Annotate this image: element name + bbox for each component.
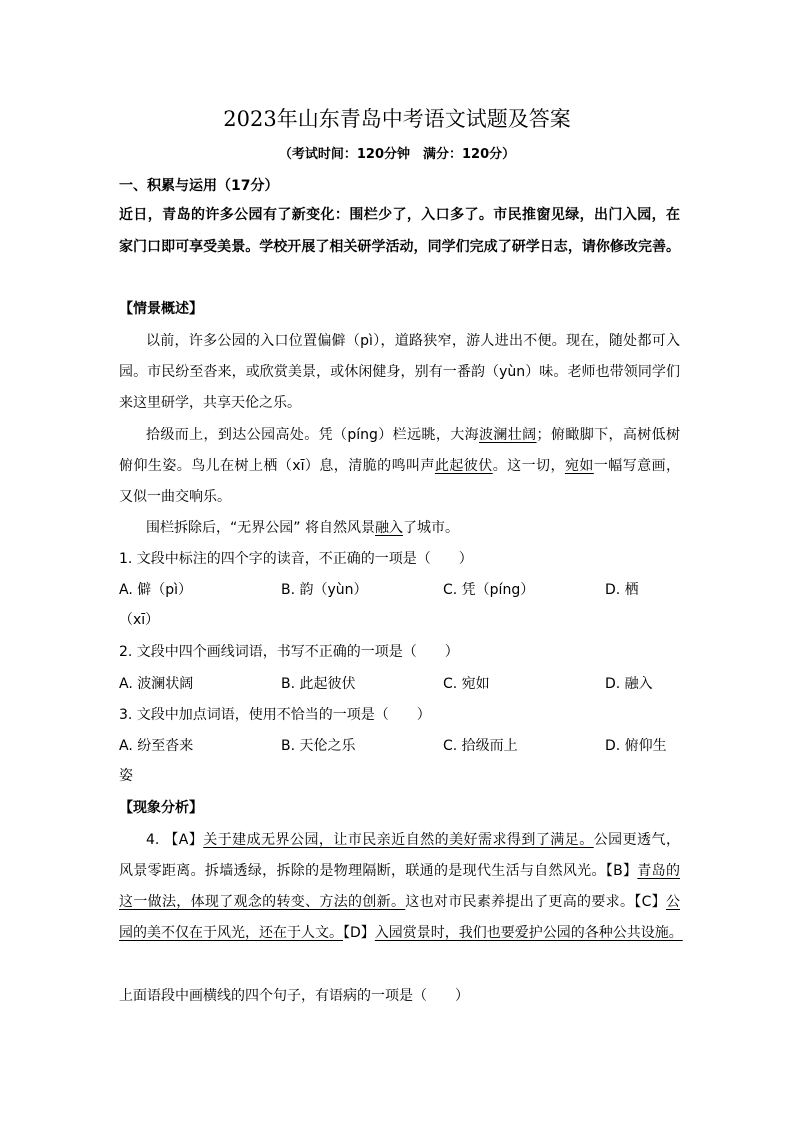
question-3: 3. 文段中加点词语，使用不恰当的一项是（ ） bbox=[119, 707, 431, 723]
option-b: B. 此起彼伏 bbox=[281, 676, 356, 692]
option-d: D. 栖 bbox=[605, 582, 639, 598]
underlined-word: 此起彼伏 bbox=[434, 458, 493, 474]
underlined-sentence: 青岛的 bbox=[637, 863, 680, 879]
question-2: 2. 文段中四个画线词语，书写不正确的一项是（ ） bbox=[119, 644, 459, 660]
paragraph-line bbox=[146, 425, 680, 445]
underlined-word: 波澜壮阔 bbox=[479, 427, 537, 443]
underlined-sentence: 公 bbox=[666, 894, 680, 910]
text: 【D】 bbox=[343, 925, 375, 941]
text: 一幅写意画， bbox=[593, 458, 681, 474]
paragraph-line bbox=[146, 518, 459, 538]
intro-line: 家门口即可享受美景。学校开展了相关研学活动，同学们完成了研学日志，请你修改完善。 bbox=[119, 239, 680, 255]
option-d: D. 融入 bbox=[605, 676, 653, 692]
text: 这也对市民素养提出了更高的要求。【C】 bbox=[405, 894, 666, 910]
underlined-word: 融入 bbox=[374, 520, 403, 536]
paragraph-line: 来这里研学，共享天伦之乐。 bbox=[119, 395, 301, 411]
option-c: C. 拾级而上 bbox=[443, 738, 518, 754]
paragraph-line bbox=[119, 456, 680, 476]
question-1: 1. 文段中标注的四个字的读音，不正确的一项是（ ） bbox=[119, 551, 473, 567]
paragraph-line: 园。市民纷至沓来，或欣赏美景，或休闲健身，别有一番韵（yùn）味。老师也带领同学们 bbox=[119, 364, 680, 380]
paragraph-line bbox=[119, 923, 683, 943]
paragraph-line bbox=[119, 861, 680, 881]
text: 风景零距离。拆墙透绿，拆除的是物理隔断，联通的是现代生活与自然风光。【B】 bbox=[119, 863, 638, 879]
paragraph-line bbox=[146, 830, 680, 850]
text: ；俯瞰脚下，高树低树 bbox=[536, 427, 681, 443]
paragraph-line: 以前，许多公园的入口位置偏僻（pì），道路狭窄，游人进出不便。现在，随处都可入 bbox=[146, 333, 680, 349]
section-heading: 一、积累与运用（17分） bbox=[119, 178, 279, 194]
text: 公园更透气， bbox=[593, 832, 681, 848]
option-b: B. 天伦之乐 bbox=[281, 738, 356, 754]
text: 俯仰生姿。鸟儿在树上栖（xī）息，清脆的鸣叫声 bbox=[119, 458, 435, 474]
analysis-heading: 【现象分析】 bbox=[119, 800, 203, 816]
option-wrap: （xī） bbox=[119, 612, 160, 628]
underlined-sentence: 关于建成无界公园，让市民亲近自然的美好需求得到了满足。 bbox=[203, 832, 594, 848]
underlined-sentence: 这一做法，体现了观念的转变、方法的创新。 bbox=[119, 894, 406, 910]
question-4: 上面语段中画横线的四个句子，有语病的一项是（ ） bbox=[119, 988, 469, 1004]
option-c: C. 宛如 bbox=[443, 676, 490, 692]
text: 拾级而上，到达公园高处。凭（píng）栏远眺，大海 bbox=[146, 427, 479, 443]
page-title: 2023年山东青岛中考语文试题及答案 bbox=[223, 107, 571, 131]
option-a: A. 僻（pì） bbox=[119, 582, 193, 598]
intro-line: 近日，青岛的许多公园有了新变化：围栏少了，入口多了。市民推窗见绿，出门入园，在 bbox=[119, 207, 680, 223]
exam-info: （考试时间：120分钟 满分：120分） bbox=[278, 147, 516, 162]
underlined-word: 宛如 bbox=[564, 458, 594, 474]
paragraph-line bbox=[119, 892, 680, 912]
underlined-sentence: 园的美不仅在于风光，还在于人文。 bbox=[119, 925, 343, 941]
text: 了城市。 bbox=[402, 520, 459, 536]
option-a: A. 波澜状阔 bbox=[119, 676, 194, 692]
text: 。这一切， bbox=[492, 458, 565, 474]
underlined-sentence: 入园赏景时，我们也要爱护公园的各种公共设施。 bbox=[374, 925, 683, 941]
option-wrap: 姿 bbox=[119, 768, 133, 784]
paragraph-line: 又似一曲交响乐。 bbox=[119, 489, 231, 505]
scene-heading: 【情景概述】 bbox=[119, 301, 203, 317]
option-a: A. 纷至沓来 bbox=[119, 738, 194, 754]
option-d: D. 俯仰生 bbox=[605, 738, 667, 754]
text: 4. 【A】 bbox=[146, 832, 204, 848]
option-b: B. 韵（yùn） bbox=[281, 582, 368, 598]
text: 围栏拆除后，“无界公园” 将自然风景 bbox=[146, 520, 375, 536]
option-c: C. 凭（píng） bbox=[443, 582, 535, 598]
